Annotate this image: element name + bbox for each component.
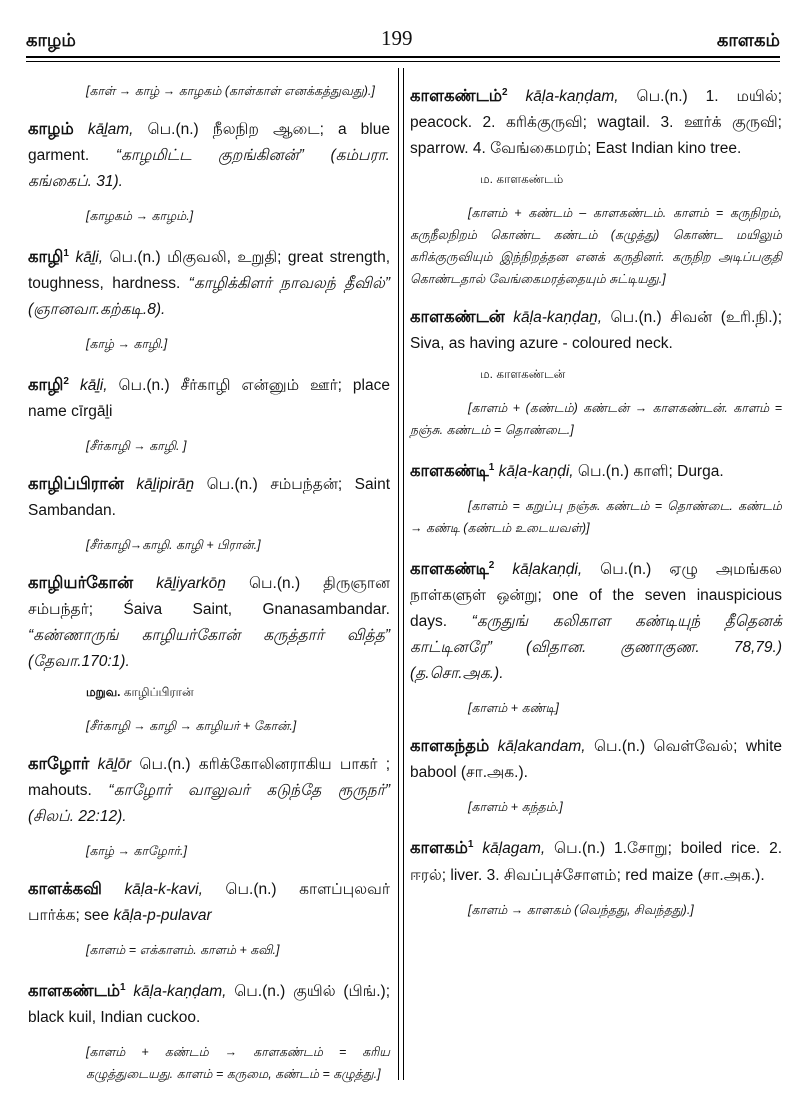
- etymology-note: [சீர்காழி→காழி. காழி + பிரான்.]: [86, 538, 261, 553]
- etymology-note: [சீர்காழி → காழி → காழியர் + கோன்.]: [86, 719, 297, 734]
- headword: காளகண்டன்: [410, 308, 505, 327]
- homograph-number: 2: [63, 376, 69, 388]
- headword: காளக்கவி: [28, 880, 102, 899]
- transliteration: kāḻam,: [87, 121, 134, 138]
- definition: பெ.(n.) காளி; Durga.: [573, 463, 724, 481]
- citation: “கருதுங் கலிகாள கண்டியுந் தீதெனக் காட்டினரே” (விதான. குணாகுண. 78,79.) (த.சொ.அக.).: [410, 613, 782, 683]
- etymology-note: [காளம் + கண்டம் → காளகண்டம் = கரிய கழுத்துடையது. காளம் = கருமை, கண்டம் = கழுத்து.]: [86, 1045, 390, 1082]
- homograph-number: 1: [488, 462, 495, 474]
- etymology-note: [காளம் + (கண்டம்) கண்டன் → காளகண்டன். காளம் = நஞ்சு. கண்டம் = தொண்டை.]: [410, 401, 782, 438]
- definition: பெ.(n.) குயில் (பிங்.); black kuil, Indian cuckoo.: [28, 983, 390, 1027]
- headword: காழி: [28, 248, 64, 267]
- dictionary-entry: [410, 553, 782, 687]
- homograph-number: 1: [63, 248, 69, 259]
- transliteration: kāḷa-kaṇḍam,: [133, 983, 227, 1001]
- dictionary-entry: [410, 733, 782, 786]
- transliteration: kāḻipirāṉ: [136, 476, 195, 494]
- etymology-note: [காளம் = கறுப்பு நஞ்சு. கண்டம் = தொண்டை. கண்டம் → கண்டி (கண்டம் உடையவள்)]: [410, 499, 782, 536]
- dictionary-entry: [28, 116, 390, 195]
- etymology-note: [காள் → காழ் → காழகம் (காள்காள் எனக்கத்துவது).]: [86, 84, 375, 98]
- cognate-note: ம. காளகண்டம்: [480, 172, 564, 187]
- left-column: [28, 80, 390, 1099]
- cognate-note: ம. காளகண்டன்: [480, 367, 566, 382]
- left-guide-word: காழம்: [26, 30, 76, 50]
- definition: பெ.(n.) சீர்காழி என்னும் ஊர்; place name cīrgāḻi: [28, 377, 390, 421]
- dictionary-entry: [410, 304, 782, 357]
- headword: காழோர்: [28, 755, 90, 774]
- transliteration: kāḷakandam,: [497, 738, 586, 756]
- cross-reference: kāḷa-p-pulavar: [113, 907, 212, 925]
- transliteration: kāḷa-k-kavi,: [124, 881, 203, 899]
- transliteration: kāḷa-kaṇḍam,: [525, 88, 619, 106]
- citation: “கண்ணாருங் காழியர்கோன் கருத்தார் வித்த” (தேவா.170:1).: [28, 627, 390, 671]
- transliteration: kāḻi,: [79, 377, 108, 395]
- citation: “காழிக்கிளர் நாவலந் தீவில்” (ஞானவா.கற்கடி.8).: [28, 275, 390, 319]
- definition: பெ.(n.) கரிக்கோலினராகிய பாகர் ; mahouts.: [28, 756, 391, 800]
- definition: பெ.(n.) 1.சோறு; boiled rice. 2. ஈரல்; liver. 3. சிவப்புச்சோளம்; red maize (சா.அக.).: [410, 840, 783, 884]
- homograph-number: 2: [502, 87, 508, 98]
- definition: பெ.(n.) 1. மயில்; peacock. 2. கரிக்குருவி; wagtail. 3. ஊர்க் குருவி; sparrow. 4. வேங்கைமரம்; East Indian kino tree.: [410, 88, 782, 158]
- dictionary-entry: [28, 570, 390, 675]
- homograph-number: 1: [120, 982, 126, 994]
- headword: காளகந்தம்: [410, 737, 490, 756]
- etymology-note: [காளம் → காளகம் (வெந்தது, சிவந்தது).]: [468, 902, 694, 917]
- dictionary-entry: [410, 80, 782, 162]
- etymology-note: [காளம் + கண்டி]: [468, 701, 559, 716]
- transliteration: kāḻiyarkōṉ: [156, 575, 226, 593]
- header-rule: [26, 56, 780, 62]
- dictionary-entry: [28, 241, 390, 323]
- definition: பெ.(n.) வெள்வேல்; white babool (சா.அக.).: [410, 738, 783, 782]
- etymology-note: [காளம் + கந்தம்.]: [468, 800, 563, 815]
- right-column: [410, 80, 782, 935]
- headword: காளகண்டம்: [28, 982, 121, 1001]
- definition: பெ.(n.) சிவன் (உரி.நி.); Siva, as having azure - coloured neck.: [410, 309, 783, 353]
- headword: காளகம்: [410, 839, 468, 858]
- page-number: 199: [381, 26, 413, 50]
- transliteration: kāḻi,: [75, 249, 104, 267]
- synonym-label: மறுவ.: [86, 685, 121, 700]
- citation: “காழமிட்ட குறங்கினன்” (கம்பரா. கங்கைப். 31).: [28, 147, 390, 190]
- synonym-text: காழிப்பிரான்: [120, 685, 194, 700]
- transliteration: kāḻōr: [97, 756, 132, 774]
- headword: காழம்: [28, 120, 74, 138]
- definition: பெ.(n.) திருஞான சம்பந்தர்; Śaiva Saint, Gnanasambandar.: [28, 575, 390, 619]
- etymology-note: [சீர்காழி → காழி. ]: [86, 439, 187, 454]
- synonym-note: [86, 685, 390, 701]
- transliteration: kāḷakaṇḍi,: [512, 561, 583, 579]
- dictionary-entry: [28, 471, 390, 524]
- etymology-note: [காளம் = எக்காளம். காளம் + கவி.]: [86, 943, 280, 958]
- etymology-note: [காளம் + கண்டம் – காளகண்டம். காளம் = கருநிறம், கருநீலநிறம் கொண்ட கண்டம் (கழுத்து) கொண்ட மயிலும் கரிக்குருவியும் இந்நிறத்தன எனக் கருதினர். கருநிற அடிப்பகுதி கொண்டதால் வேங்கைமரத்தையும் சுட்டியது.]: [410, 206, 782, 287]
- dictionary-entry: [28, 369, 390, 425]
- dictionary-entry: [28, 876, 390, 929]
- right-guide-word: காளகம்: [716, 30, 780, 50]
- transliteration: kāḷagam,: [482, 840, 546, 858]
- page-header: [26, 22, 780, 58]
- headword: காளகண்டி: [410, 560, 489, 579]
- dictionary-entry: [28, 975, 390, 1031]
- citation: “காழோர் வாலுவர் கடுந்தே ரூருநர்” (சிலப். 22:12).: [28, 782, 390, 826]
- headword: காளகண்டம்: [410, 87, 503, 106]
- headword: காழியர்கோன்: [28, 574, 134, 593]
- etymology-note: [காழகம் → காழம்.]: [86, 209, 194, 223]
- headword: காழி: [28, 376, 64, 395]
- headword: காழிப்பிரான்: [28, 475, 124, 494]
- transliteration: kāḷa-kaṇḍaṉ,: [513, 309, 603, 327]
- dictionary-entry: [410, 832, 782, 888]
- transliteration: kāḷa-kaṇḍi,: [498, 463, 574, 481]
- homograph-number: 2: [488, 560, 495, 572]
- dictionary-entry: [410, 455, 782, 485]
- definition: பெ.(n.) நீலநிற ஆடை; a blue garment.: [28, 121, 390, 164]
- homograph-number: 1: [467, 839, 474, 851]
- etymology-note: [காழ் → காழோர்.]: [86, 844, 187, 859]
- column-separator: [398, 68, 404, 1080]
- headword: காளகண்டி: [410, 462, 489, 481]
- etymology-note: [காழ் → காழி.]: [86, 337, 168, 352]
- dictionary-entry: [28, 751, 390, 830]
- definition: பெ.(n.) சம்பந்தன்; Saint Sambandan.: [28, 476, 390, 520]
- definition: பெ.(n.) ஏழு அமங்கல நாள்களுள் ஒன்று; one of the seven inauspicious days.: [410, 561, 782, 631]
- definition: பெ.(n.) காளப்புலவர் பார்க்க; see: [28, 881, 390, 925]
- definition: பெ.(n.) மிகுவலி, உறுதி; great strength, toughness, hardness.: [28, 249, 390, 293]
